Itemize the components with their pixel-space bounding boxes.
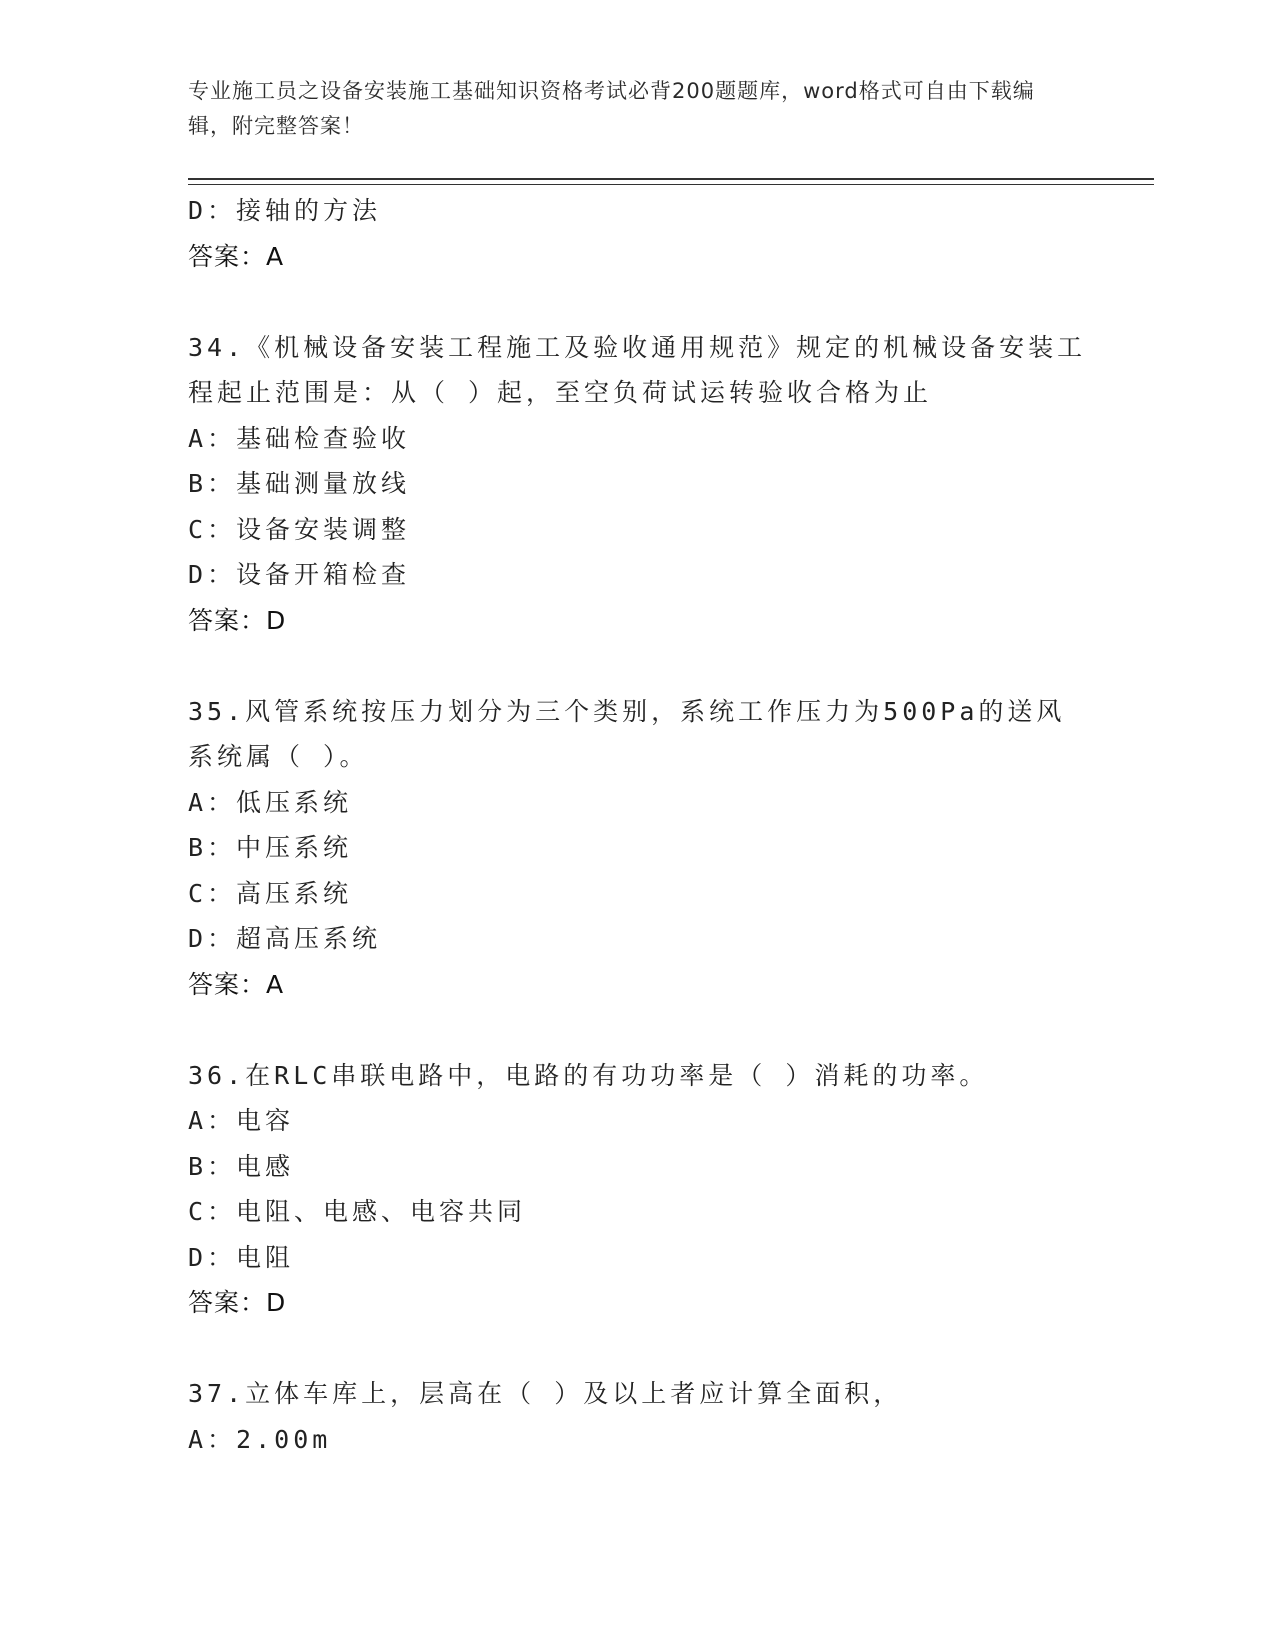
header-rule-thin <box>188 184 1154 185</box>
answer: 答案：D <box>188 605 287 635</box>
question-37 <box>188 1371 1088 1462</box>
question-stem: 37.立体车库上，层高在（ ）及以上者应计算全面积， <box>188 1379 903 1408</box>
question-content <box>188 188 1088 1462</box>
answer: 答案：A <box>188 241 285 271</box>
question-stem: 36.在RLC串联电路中，电路的有功功率是（ ）消耗的功率。 <box>188 1060 989 1090</box>
option-c: C：电阻、电感、电容共同 <box>188 1197 527 1226</box>
option-d: D：设备开箱检查 <box>188 560 411 589</box>
question-stem: 35.风管系统按压力划分为三个类别，系统工作压力为500Pa的送风系统属（ ）。 <box>188 696 1066 771</box>
option-c: C：设备安装调整 <box>188 514 411 544</box>
question-36 <box>188 1053 1088 1326</box>
question-34 <box>188 325 1088 644</box>
answer: 答案：D <box>188 1288 287 1317</box>
option-d: D：接轴的方法 <box>188 196 382 225</box>
question-35 <box>188 689 1088 1008</box>
answer: 答案：A <box>188 969 285 999</box>
document-header: 专业施工员之设备安装施工基础知识资格考试必背200题题库，word格式可自由下载编辑，附完整答案！ <box>188 79 1035 138</box>
option-a: A：低压系统 <box>188 787 353 817</box>
header-rule-thick <box>188 178 1154 180</box>
option-a: A：电容 <box>188 1106 295 1135</box>
option-c: C：高压系统 <box>188 878 353 908</box>
option-d: D：超高压系统 <box>188 924 382 953</box>
option-b: B：电感 <box>188 1151 295 1181</box>
option-a: A：2.00m <box>188 1424 332 1454</box>
option-d: D：电阻 <box>188 1242 295 1272</box>
option-b: B：基础测量放线 <box>188 469 411 498</box>
option-b: B：中压系统 <box>188 833 353 862</box>
question-stem: 34.《机械设备安装工程施工及验收通用规范》规定的机械设备安装工程起止范围是：从（ ）起，至空负荷试运转验收合格为止 <box>188 332 1087 407</box>
option-a: A：基础检查验收 <box>188 423 411 453</box>
